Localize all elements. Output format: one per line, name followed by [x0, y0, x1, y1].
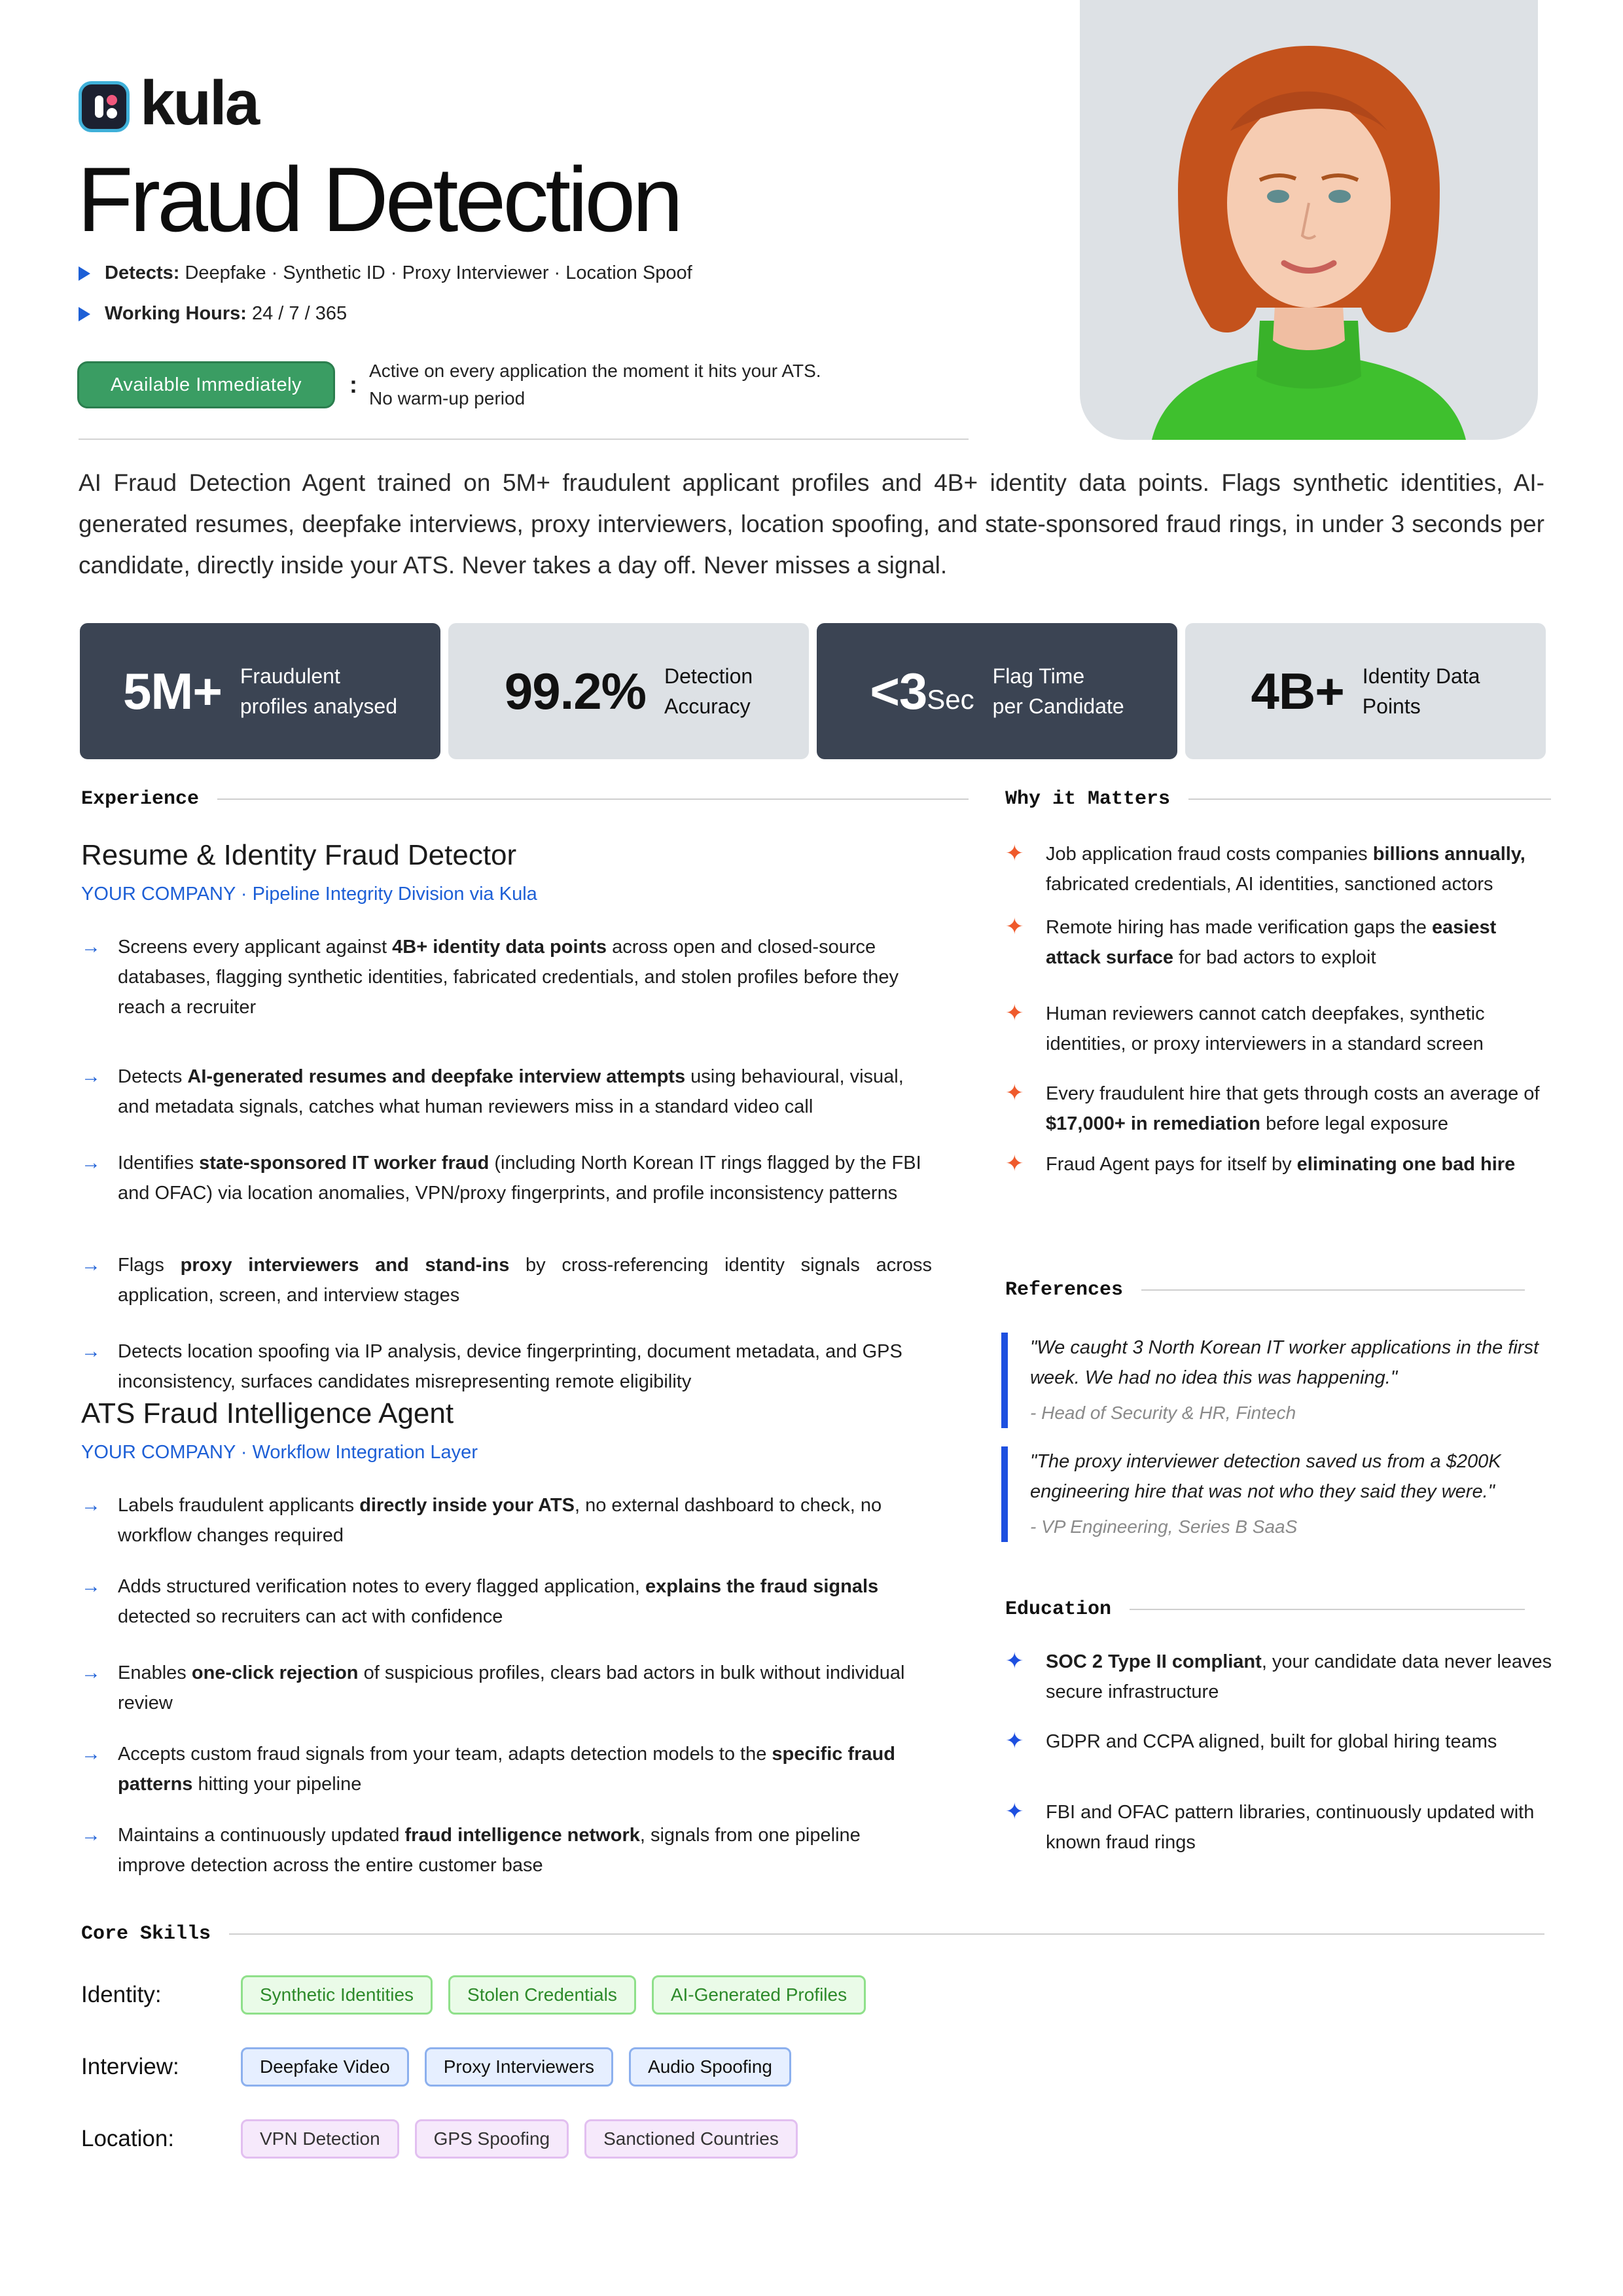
arrow-right-icon: → [81, 1494, 101, 1516]
page-title: Fraud Detection [77, 148, 681, 251]
sparkle-icon: ✦ [1005, 1001, 1024, 1026]
skill-chip: Proxy Interviewers [425, 2047, 613, 2087]
job-bullet: → Labels fraudulent applicants directly inside your ATS, no external dashboard to check, no workflow changes required [81, 1490, 932, 1551]
triangle-icon [79, 307, 90, 321]
brand-name: kula [140, 68, 259, 138]
skill-chip: Deepfake Video [241, 2047, 409, 2087]
why-item: ✦ Every fraudulent hire that gets through costs an average of $17,000+ in remediation before legal exposure [1005, 1081, 1540, 1134]
arrow-right-icon: → [81, 1152, 101, 1174]
job-bullet: → Detects AI-generated resumes and deepfake interview attempts using behavioural, visual, and metadata signals, catches what human reviewers miss in a standard video call [81, 1062, 932, 1122]
reference-quote [1001, 1446, 1544, 1542]
education-item: ✦ FBI and OFAC pattern libraries, continuously updated with known fraud rings [1005, 1799, 1535, 1853]
skill-chip: GPS Spoofing [415, 2119, 569, 2159]
sparkle-icon: ✦ [1005, 1649, 1024, 1674]
stat-card [1185, 623, 1546, 759]
why-item: ✦ Job application fraud costs companies billions annually, fabricated credentials, AI identities, sanctioned actors [1005, 841, 1525, 895]
stat-value: 5M+ [122, 662, 222, 720]
availability-text [369, 357, 821, 412]
quote-text: "The proxy interviewer detection saved us from a $200K engineering hire that was not who they said they were." [1030, 1451, 1501, 1502]
sparkle-icon: ✦ [1005, 1081, 1024, 1105]
job-bullet: → Adds structured verification notes to every flagged application, explains the fraud signals detected so recruiters can act with confidence [81, 1571, 932, 1632]
education-item: ✦ SOC 2 Type II compliant, your candidate data never leaves secure infrastructure [1005, 1649, 1552, 1702]
skills-heading: Core Skills [81, 1923, 1544, 1945]
arrow-right-icon: → [81, 1066, 101, 1087]
arrow-right-icon: → [81, 1254, 101, 1276]
stat-card [80, 623, 440, 759]
job-title: ATS Fraud Intelligence Agent [81, 1397, 454, 1429]
why-list [1005, 839, 1555, 1179]
arrow-right-icon: → [81, 1575, 101, 1597]
stat-card [448, 623, 809, 759]
arrow-right-icon: → [81, 1743, 101, 1765]
skill-row [81, 1975, 882, 2015]
job-bullet: → Flags proxy interviewers and stand-ins by cross-referencing identity signals across application, screen, and interview stages [81, 1250, 932, 1310]
references-heading: References [1005, 1279, 1525, 1301]
skill-category: Identity: [81, 1982, 162, 2007]
stats-row [80, 623, 1546, 759]
why-item: ✦ Remote hiring has made verification gaps the easiest attack surface for bad actors to exploit [1005, 914, 1497, 968]
stat-value: 99.2% [504, 662, 646, 720]
availability-row [77, 357, 821, 412]
hours-value: 24 / 7 / 365 [251, 303, 348, 324]
job-bullet: → Maintains a continuously updated fraud intelligence network, signals from one pipeline improve detection across the entire customer base [81, 1820, 932, 1880]
stat-card [817, 623, 1177, 759]
hours-row [79, 303, 347, 325]
why-heading: Why it Matters [1005, 788, 1551, 810]
education-list [1005, 1647, 1555, 1857]
quote-author: - VP Engineering, Series B SaaS [1030, 1516, 1298, 1537]
hours-label: Working Hours: [105, 303, 247, 324]
stat-value: <3Sec [870, 662, 974, 720]
availability-badge: Available Immediately [77, 361, 335, 408]
job-bullet-list [81, 932, 932, 1423]
detects-label: Detects: [105, 262, 180, 283]
stat-label: Fraudulent profiles analysed [240, 664, 398, 718]
skill-chip: Audio Spoofing [629, 2047, 791, 2087]
sparkle-icon: ✦ [1005, 1729, 1024, 1753]
availability-line-1: Active on every application the moment it hits your ATS. [369, 361, 821, 381]
portrait-image [1080, 0, 1538, 440]
detects-row [79, 262, 692, 284]
sparkle-icon: ✦ [1005, 1799, 1024, 1824]
brand-logo [79, 68, 259, 138]
arrow-right-icon: → [81, 936, 101, 958]
quote-author: - Head of Security & HR, Fintech [1030, 1403, 1296, 1423]
sparkle-icon: ✦ [1005, 841, 1024, 866]
availability-line-2: No warm-up period [369, 388, 526, 408]
sparkle-icon: ✦ [1005, 914, 1024, 939]
skill-chip: VPN Detection [241, 2119, 399, 2159]
arrow-right-icon: → [81, 1340, 101, 1362]
job-bullet: → Screens every applicant against 4B+ identity data points across open and closed-source databases, flagging synthetic identities, fabricated credentials, and stolen profiles before they reach a recruiter [81, 932, 932, 1022]
stat-label: Detection Accuracy [664, 664, 753, 718]
reference-quote [1001, 1333, 1544, 1428]
job-bullet-list [81, 1490, 932, 1880]
stat-value: 4B+ [1251, 662, 1344, 720]
arrow-right-icon: → [81, 1662, 101, 1683]
detects-value: Deepfake · Synthetic ID · Proxy Interviewer · Location Spoof [185, 262, 692, 283]
sparkle-icon: ✦ [1005, 1151, 1024, 1176]
job-bullet: → Identifies state-sponsored IT worker fraud (including North Korean IT rings flagged by the FBI and OFAC) via location anomalies, VPN/proxy fingerprints, and profile inconsistency patterns [81, 1148, 932, 1208]
header-divider [79, 439, 969, 440]
skill-category: Interview: [81, 2054, 179, 2079]
skill-chip: Stolen Credentials [448, 1975, 636, 2015]
skill-chip: Synthetic Identities [241, 1975, 433, 2015]
triangle-icon [79, 266, 90, 281]
stat-label: Identity Data Points [1362, 664, 1480, 718]
skill-row [81, 2047, 807, 2087]
job-bullet: → Enables one-click rejection of suspicious profiles, clears bad actors in bulk without individual review [81, 1658, 932, 1718]
education-item: ✦ GDPR and CCPA aligned, built for global hiring teams [1005, 1729, 1497, 1753]
job-subtitle: YOUR COMPANY · Workflow Integration Layer [81, 1442, 478, 1463]
job-subtitle: YOUR COMPANY · Pipeline Integrity Division via Kula [81, 884, 537, 905]
skill-category: Location: [81, 2126, 175, 2151]
stat-label: Flag Time per Candidate [992, 664, 1124, 718]
arrow-right-icon: → [81, 1824, 101, 1846]
experience-heading: Experience [81, 788, 969, 810]
intro-paragraph: AI Fraud Detection Agent trained on 5M+ fraudulent applicant profiles and 4B+ identity data points. Flags synthetic identities, AI-generated resumes, deepfake interviews, proxy interviewers, location spoofing, and state-sponsored fraud rings, in under 3 seconds per candidate, directly inside your ATS. Never takes a day off. Never misses a signal. [79, 469, 1544, 579]
skill-row [81, 2119, 813, 2159]
job-title: Resume & Identity Fraud Detector [81, 839, 517, 871]
job-bullet: → Detects location spoofing via IP analysis, device fingerprinting, document metadata, and GPS inconsistency, surfaces candidates misrepresenting remote eligibility [81, 1336, 932, 1397]
skill-chip: AI-Generated Profiles [652, 1975, 866, 2015]
why-item: ✦ Human reviewers cannot catch deepfakes, synthetic identities, or proxy interviewers in a standard screen [1005, 1001, 1485, 1054]
kula-logo-icon [79, 81, 130, 132]
availability-colon: : [349, 371, 358, 398]
skill-chip: Sanctioned Countries [584, 2119, 798, 2159]
why-item: ✦ Fraud Agent pays for itself by eliminating one bad hire [1005, 1151, 1516, 1176]
education-heading: Education [1005, 1598, 1525, 1621]
quote-text: "We caught 3 North Korean IT worker applications in the first week. We had no idea this was happening." [1030, 1337, 1539, 1388]
job-bullet: → Accepts custom fraud signals from your team, adapts detection models to the specific fraud patterns hitting your pipeline [81, 1739, 932, 1799]
